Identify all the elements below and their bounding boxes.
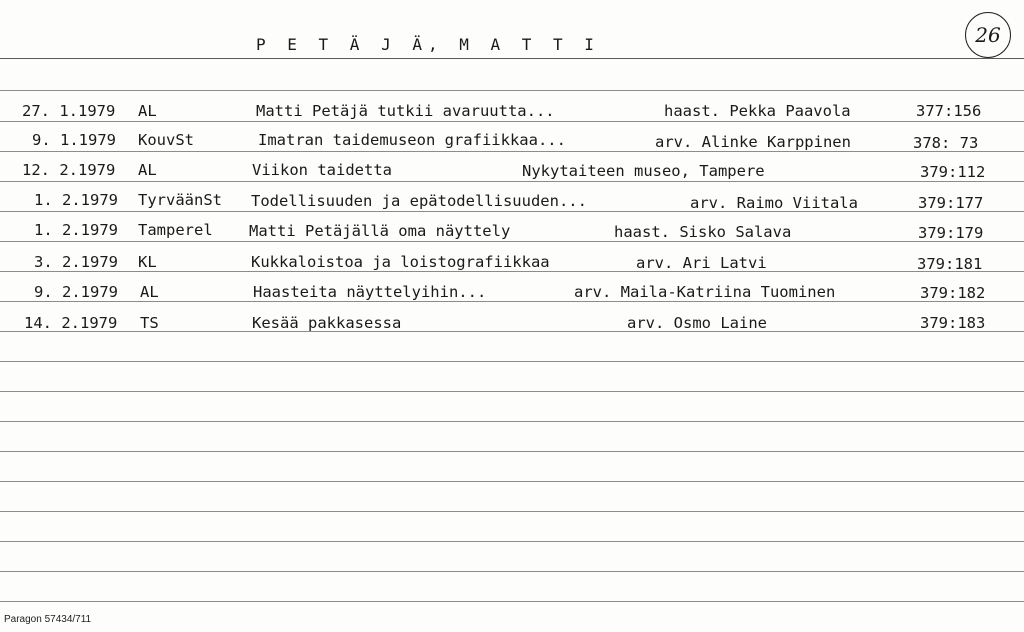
page-number <box>965 12 1011 58</box>
rule-line <box>0 90 1024 91</box>
rule-line <box>0 481 1024 482</box>
entry-note: haast. Sisko Salava <box>614 223 792 241</box>
entry-ref: 379:183 <box>920 314 986 332</box>
rule-line <box>0 571 1024 572</box>
entry-ref: 379:181 <box>917 255 983 273</box>
entry-note: haast. Pekka Paavola <box>664 102 851 120</box>
entry-note: arv. Osmo Laine <box>627 314 767 332</box>
entry-ref: 379:177 <box>918 194 984 212</box>
entry-note: arv. Ari Latvi <box>636 254 767 272</box>
entry-title: Matti Petäjä tutkii avaruutta... <box>256 102 555 120</box>
rule-line <box>0 121 1024 122</box>
rule-line <box>0 241 1024 242</box>
rule-line <box>0 211 1024 212</box>
entry-source: TS <box>140 314 159 332</box>
rule-line <box>0 58 1024 59</box>
entry-source: AL <box>140 283 159 301</box>
entry-source: AL <box>138 102 157 120</box>
entry-title: Imatran taidemuseon grafiikkaa... <box>258 131 566 149</box>
card-title: P E T Ä J Ä, M A T T I <box>256 35 600 54</box>
entry-date: 9. 1.1979 <box>32 131 116 149</box>
entry-source: KL <box>138 253 157 271</box>
entry-date: 27. 1.1979 <box>22 102 116 120</box>
entry-note: Nykytaiteen museo, Tampere <box>522 162 765 180</box>
entry-title: Kukkaloistoa ja loistografiikkaa <box>251 253 550 271</box>
entry-date: 1. 2.1979 <box>34 191 118 209</box>
entry-date: 12. 2.1979 <box>22 161 116 179</box>
rule-line <box>0 601 1024 602</box>
rule-line <box>0 301 1024 302</box>
entry-note: arv. Maila-Katriina Tuominen <box>574 283 836 301</box>
rule-line <box>0 421 1024 422</box>
rule-line <box>0 151 1024 152</box>
entry-source: TyrväänSt <box>138 191 222 209</box>
page-number-label: 26 <box>975 23 1001 47</box>
entry-title: Matti Petäjällä oma näyttely <box>249 222 511 240</box>
rule-line <box>0 451 1024 452</box>
rule-line <box>0 181 1024 182</box>
rule-line <box>0 541 1024 542</box>
entry-date: 14. 2.1979 <box>24 314 118 332</box>
entry-ref: 378: 73 <box>913 134 979 152</box>
rule-line <box>0 511 1024 512</box>
entry-ref: 379:112 <box>920 163 986 181</box>
entry-title: Viikon taidetta <box>252 161 392 179</box>
entry-title: Haasteita näyttelyihin... <box>253 283 487 301</box>
entry-source: KouvSt <box>138 131 194 149</box>
entry-source: Tamperel <box>138 221 213 239</box>
entry-title: Todellisuuden ja epätodellisuuden... <box>251 192 587 210</box>
card-footer: Paragon 57434/711 <box>4 614 92 625</box>
entry-ref: 377:156 <box>916 102 982 120</box>
entry-note: arv. Alinke Karppinen <box>655 133 851 151</box>
entry-title: Kesää pakkasessa <box>252 314 402 332</box>
rule-line <box>0 391 1024 392</box>
rule-line <box>0 361 1024 362</box>
entry-date: 3. 2.1979 <box>34 253 118 271</box>
entry-ref: 379:182 <box>920 284 986 302</box>
entry-ref: 379:179 <box>918 224 984 242</box>
entry-date: 1. 2.1979 <box>34 221 118 239</box>
entry-date: 9. 2.1979 <box>34 283 118 301</box>
entry-note: arv. Raimo Viitala <box>690 194 858 212</box>
rule-line <box>0 271 1024 272</box>
entry-source: AL <box>138 161 157 179</box>
